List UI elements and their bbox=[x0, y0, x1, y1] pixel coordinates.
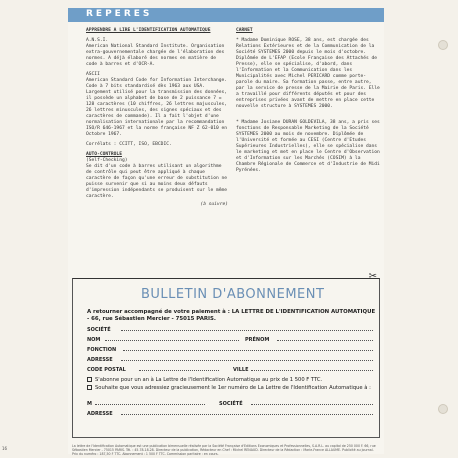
punch-hole bbox=[438, 404, 448, 414]
ansi-term: A.N.S.I. bbox=[86, 38, 109, 43]
newsletter-page bbox=[68, 8, 384, 454]
punch-hole bbox=[438, 40, 448, 50]
checkbox-icon[interactable] bbox=[87, 377, 92, 382]
page-number: 16 bbox=[2, 446, 8, 451]
carnet-entry-duran: * Madame Josiane DURAN GOLDEVILA, 38 ans, a pris ses fonctions de Responsable Marketing de la Société SYSTEMES 2000 au mois de novembre. Diplômée de l'Université et formée au CESI (Centre d'Etudes Supérieures Industrielles), elle se spécialise dans le marketing et met en place le Centre d'Observation et d'Information sur les Marchés (COSIM) à la Chambre Régionale de Commerce et d'Industrie de Midi Pyrénées. bbox=[236, 120, 380, 173]
carnet-entry-rose: * Madame Dominique ROSE, 38 ans, est chargée des Relations Extérieures et de la Communication de la Société SYSTEMES 2000 depuis le mois d'octobre. Diplômée de L'EFAP (Ecole Française des Attachés de Presse), elle se spécialise, d'abord, dans l'Information et la Communication dans les Municipalités avec Michel PERICARD comme porte-parole du maire. Sa formation passe, entre autre, par la service de presse de la Mairie de Paris. Elle a travaillé pour différents députés et pour des entreprises privées avant de mettre en place cette nouvelle structure à SYSTEMES 2000. bbox=[236, 38, 380, 109]
fonction-field[interactable] bbox=[123, 347, 373, 351]
societe-field[interactable] bbox=[121, 327, 373, 331]
ascii-term: ASCII bbox=[86, 72, 100, 77]
right-section-title: CARNET bbox=[236, 28, 253, 33]
ansi-definition: American National Standard Institute. Organisation extra-gouvernementale chargée de l'élaboration des normes. A déjà élaboré des normes en matière de code à barres et d'OCR-A. bbox=[86, 44, 225, 67]
form-intro: A retourner accompagné de votre paiement à : LA LETTRE DE L'IDENTIFICATION AUTOMATIQUE - 66, rue Sébastien Mercier - 75015 PARIS. bbox=[87, 309, 376, 322]
adresse2-field[interactable] bbox=[121, 411, 373, 415]
ville-label: VILLE bbox=[233, 367, 249, 373]
adresse-label: ADRESSE bbox=[87, 357, 113, 363]
m-label: M bbox=[87, 401, 92, 407]
fonction-label: FONCTION bbox=[87, 347, 117, 353]
checkbox-icon[interactable] bbox=[87, 385, 92, 390]
to-be-continued: (à suivre) bbox=[200, 202, 228, 207]
option-free-issue[interactable] bbox=[87, 385, 377, 391]
societe2-label: SOCIÉTÉ bbox=[219, 401, 243, 407]
section-header-title: REPERES bbox=[86, 9, 153, 19]
ascii-definition: American Standard Code for Information Interchange. Code à 7 bits standardisé dès 1963 aux USA. Largement utilisé pour la transmission des données, il possède un alphabet de base de 2 puissance 7 = 128 caractères (10 chiffres, 26 lettres majuscules, 26 lettres minuscules, des signes spéciaux et des caractères de commande). Il a fait l'objet d'une normalisation internationale par la recommandation ISO/R 646-1967 et la norme française NF Z 62-010 en Octobre 1967. bbox=[86, 78, 228, 137]
auto-controle-definition: Se dit d'un code à barres utilisant un algorithme de contrôle qui peut être appliqué à chaque caractère de façon qu'une erreur de substitution ne puisse survenir que si au moins deux défauts d'impression indépendants se produisent sur le même caractère. bbox=[86, 164, 228, 199]
prenom-field[interactable] bbox=[277, 337, 373, 341]
left-section-title: APPRENDRE A LIRE L'IDENTIFICATION AUTOMATIQUE bbox=[86, 28, 211, 33]
auto-controle-term: AUTO-CONTROLE bbox=[86, 152, 122, 157]
adresse2-label: ADRESSE bbox=[87, 411, 113, 417]
option-subscribe[interactable] bbox=[87, 377, 377, 383]
ville-field[interactable] bbox=[251, 367, 373, 371]
nom-label: NOM bbox=[87, 337, 101, 343]
ascii-correlats: Corrélats : CCITT, ISO, EBCDIC. bbox=[86, 142, 172, 147]
societe-label: SOCIÉTÉ bbox=[87, 327, 111, 333]
option-subscribe-text: S'abonne pour un an à La Lettre de l'Identification Automatique au prix de 1 500 F TTC. bbox=[95, 377, 323, 383]
subscription-form bbox=[72, 271, 380, 438]
scissors-icon: ✂ bbox=[368, 271, 377, 282]
auto-controle-sub: (Self-Checking) bbox=[86, 158, 128, 163]
adresse-field[interactable] bbox=[121, 357, 373, 361]
societe2-field[interactable] bbox=[251, 401, 373, 405]
code-postal-field[interactable] bbox=[139, 367, 219, 371]
option-free-issue-text: Souhaite que vous adressiez gracieusement le 1er numéro de La Lettre de l'Identification Automatique à : bbox=[95, 385, 371, 391]
nom-field[interactable] bbox=[105, 337, 239, 341]
m-field[interactable] bbox=[95, 401, 205, 405]
left-column bbox=[86, 28, 228, 208]
right-column bbox=[236, 28, 382, 174]
prenom-label: PRÉNOM bbox=[245, 337, 270, 343]
code-postal-label: CODE POSTAL bbox=[87, 367, 126, 373]
publication-footer: La lettre de l'Identification Automatique est une publication bimensuelle réalisée par la Société Française d'Editions Economiques et Professionnelles, S.A.R.L. au capital de 250 000 F. 66, rue Sébastien Mercier - 75015 PARIS. Tél. : 45.78.18.28. Directeur de la publication, Rédacteur en Chef : Michel RENAUD. Directeur de la Rédaction : Marie-France ALLAUME. Publicité au journal. Prix du numéro : 187,50 F TTC. Abonnement : 1 500 F TTC. Commission paritaire : en cours. bbox=[72, 444, 376, 456]
form-title: BULLETIN D'ABONNEMENT bbox=[141, 287, 325, 302]
section-header bbox=[68, 8, 384, 22]
